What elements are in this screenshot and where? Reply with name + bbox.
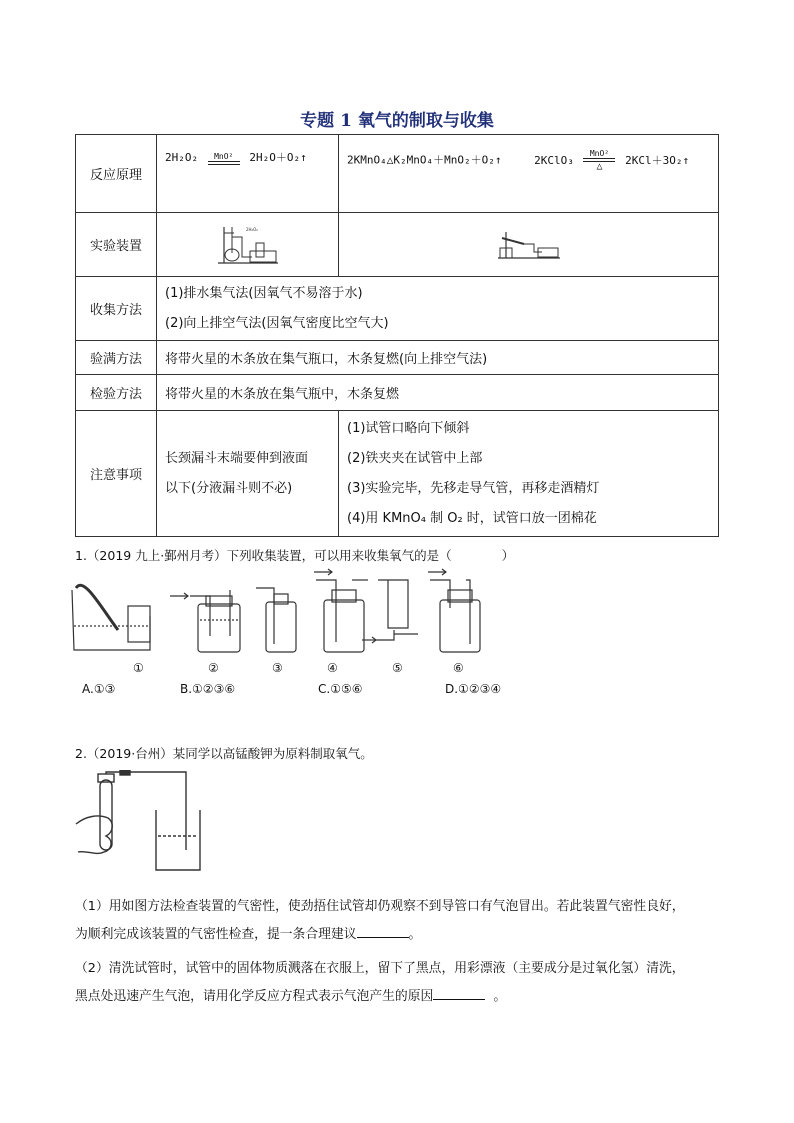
row-label: 注意事项 bbox=[76, 411, 157, 537]
option-a[interactable]: A.①③ bbox=[82, 682, 116, 696]
apparatus-label: ② bbox=[208, 661, 219, 675]
row-label: 实验装置 bbox=[76, 213, 157, 277]
catalyst-condition: MnO² bbox=[208, 152, 240, 165]
option-b[interactable]: B.①②③⑥ bbox=[180, 682, 236, 696]
apparatus-6-bottle-short-in bbox=[428, 569, 480, 652]
equation-cell bbox=[157, 135, 339, 213]
row-label: 反应原理 bbox=[76, 135, 157, 213]
apparatus-4-bottle-long-in bbox=[314, 569, 368, 652]
question-2-stem: 2.（2019·台州）某同学以高锰酸钾为原料制取氧气。 bbox=[75, 746, 373, 761]
apparatus-5-upward-tube bbox=[362, 580, 418, 643]
apparatus-label: ⑤ bbox=[392, 661, 403, 675]
apparatus-label: ③ bbox=[272, 661, 283, 675]
apparatus-1-water-trough bbox=[72, 585, 150, 650]
table-row bbox=[76, 213, 719, 277]
airtightness-check-figure bbox=[74, 770, 204, 880]
equation-kclo3: 2KClO₃ MnO² △ 2KCl＋3O₂↑ bbox=[534, 149, 690, 172]
apparatus-heating-cell bbox=[339, 213, 719, 277]
collection-cell: (1)排水集气法(因氧气不易溶于水) (2)向上排空气法(因氧气密度比空气大) bbox=[157, 277, 719, 341]
svg-text:2H₂O₂: 2H₂O₂ bbox=[245, 226, 258, 232]
oxygen-summary-table bbox=[75, 134, 719, 537]
answer-blank[interactable] bbox=[433, 987, 485, 1000]
apparatus-label: ④ bbox=[327, 661, 338, 675]
test-tube-heating-apparatus-image bbox=[494, 226, 564, 260]
row-label: 收集方法 bbox=[76, 277, 157, 341]
notes-left-cell: 长颈漏斗末端要伸到液面 以下(分液漏斗则不必) bbox=[157, 411, 339, 537]
apparatus-h2o2-cell bbox=[157, 213, 339, 277]
question-2-part-1: （1）用如图方法检查装置的气密性，使劲捂住试管却仍观察不到导管口有气泡冒出。若此装置气密性良好， 为顺利完成该装置的气密性检查，提一条合理建议 。 bbox=[75, 899, 685, 942]
option-c[interactable]: C.①⑤⑥ bbox=[318, 682, 363, 696]
table-row bbox=[76, 135, 719, 213]
test-cell: 将带火星的木条放在集气瓶中，木条复燃 bbox=[157, 375, 719, 411]
apparatus-2-bottle-water bbox=[170, 590, 240, 652]
row-label: 检验方法 bbox=[76, 375, 157, 411]
equation-kmno4: 2KMnO₄△K₂MnO₄＋MnO₂＋O₂↑ bbox=[347, 153, 502, 167]
collection-apparatus-figure bbox=[70, 566, 490, 662]
question-1-stem: 1.（2019 九上·鄞州月考）下列收集装置，可以用来收集氧气的是（ ） bbox=[75, 548, 515, 563]
table-row bbox=[76, 341, 719, 375]
apparatus-label: ⑥ bbox=[453, 661, 464, 675]
table-row bbox=[76, 375, 719, 411]
page-title: 专题 1 氧气的制取与收集 bbox=[300, 111, 494, 131]
equation-cell bbox=[339, 135, 719, 213]
answer-blank[interactable] bbox=[357, 925, 409, 938]
option-d[interactable]: D.①②③④ bbox=[445, 682, 502, 696]
apparatus-label: ① bbox=[133, 661, 144, 675]
notes-right-cell: (1)试管口略向下倾斜 (2)铁夹夹在试管中上部 (3)实验完毕，先移走导气管，再移走酒精灯 (4)用 KMnO₄ 制 O₂ 时，试管口放一团棉花 bbox=[339, 411, 719, 537]
apparatus-3-inverted-bottle bbox=[256, 588, 296, 652]
table-row bbox=[76, 411, 719, 537]
catalyst-heat-condition: MnO² △ bbox=[583, 149, 615, 172]
question-2-part-2: （2）清洗试管时，试管中的固体物质溅落在衣服上，留下了黑点，用彩漂液（主要成分是过氧化氢）清洗， 黑点处迅速产生气泡，请用化学反应方程式表示气泡产生的原因 。 bbox=[75, 961, 685, 1004]
full-check-cell: 将带火星的木条放在集气瓶口，木条复燃(向上排空气法) bbox=[157, 341, 719, 375]
funnel-flask-apparatus-image bbox=[212, 221, 284, 265]
row-label: 验满方法 bbox=[76, 341, 157, 375]
equation-h2o2: 2H₂O₂ MnO² 2H₂O＋O₂↑ bbox=[165, 151, 307, 164]
table-row bbox=[76, 277, 719, 341]
